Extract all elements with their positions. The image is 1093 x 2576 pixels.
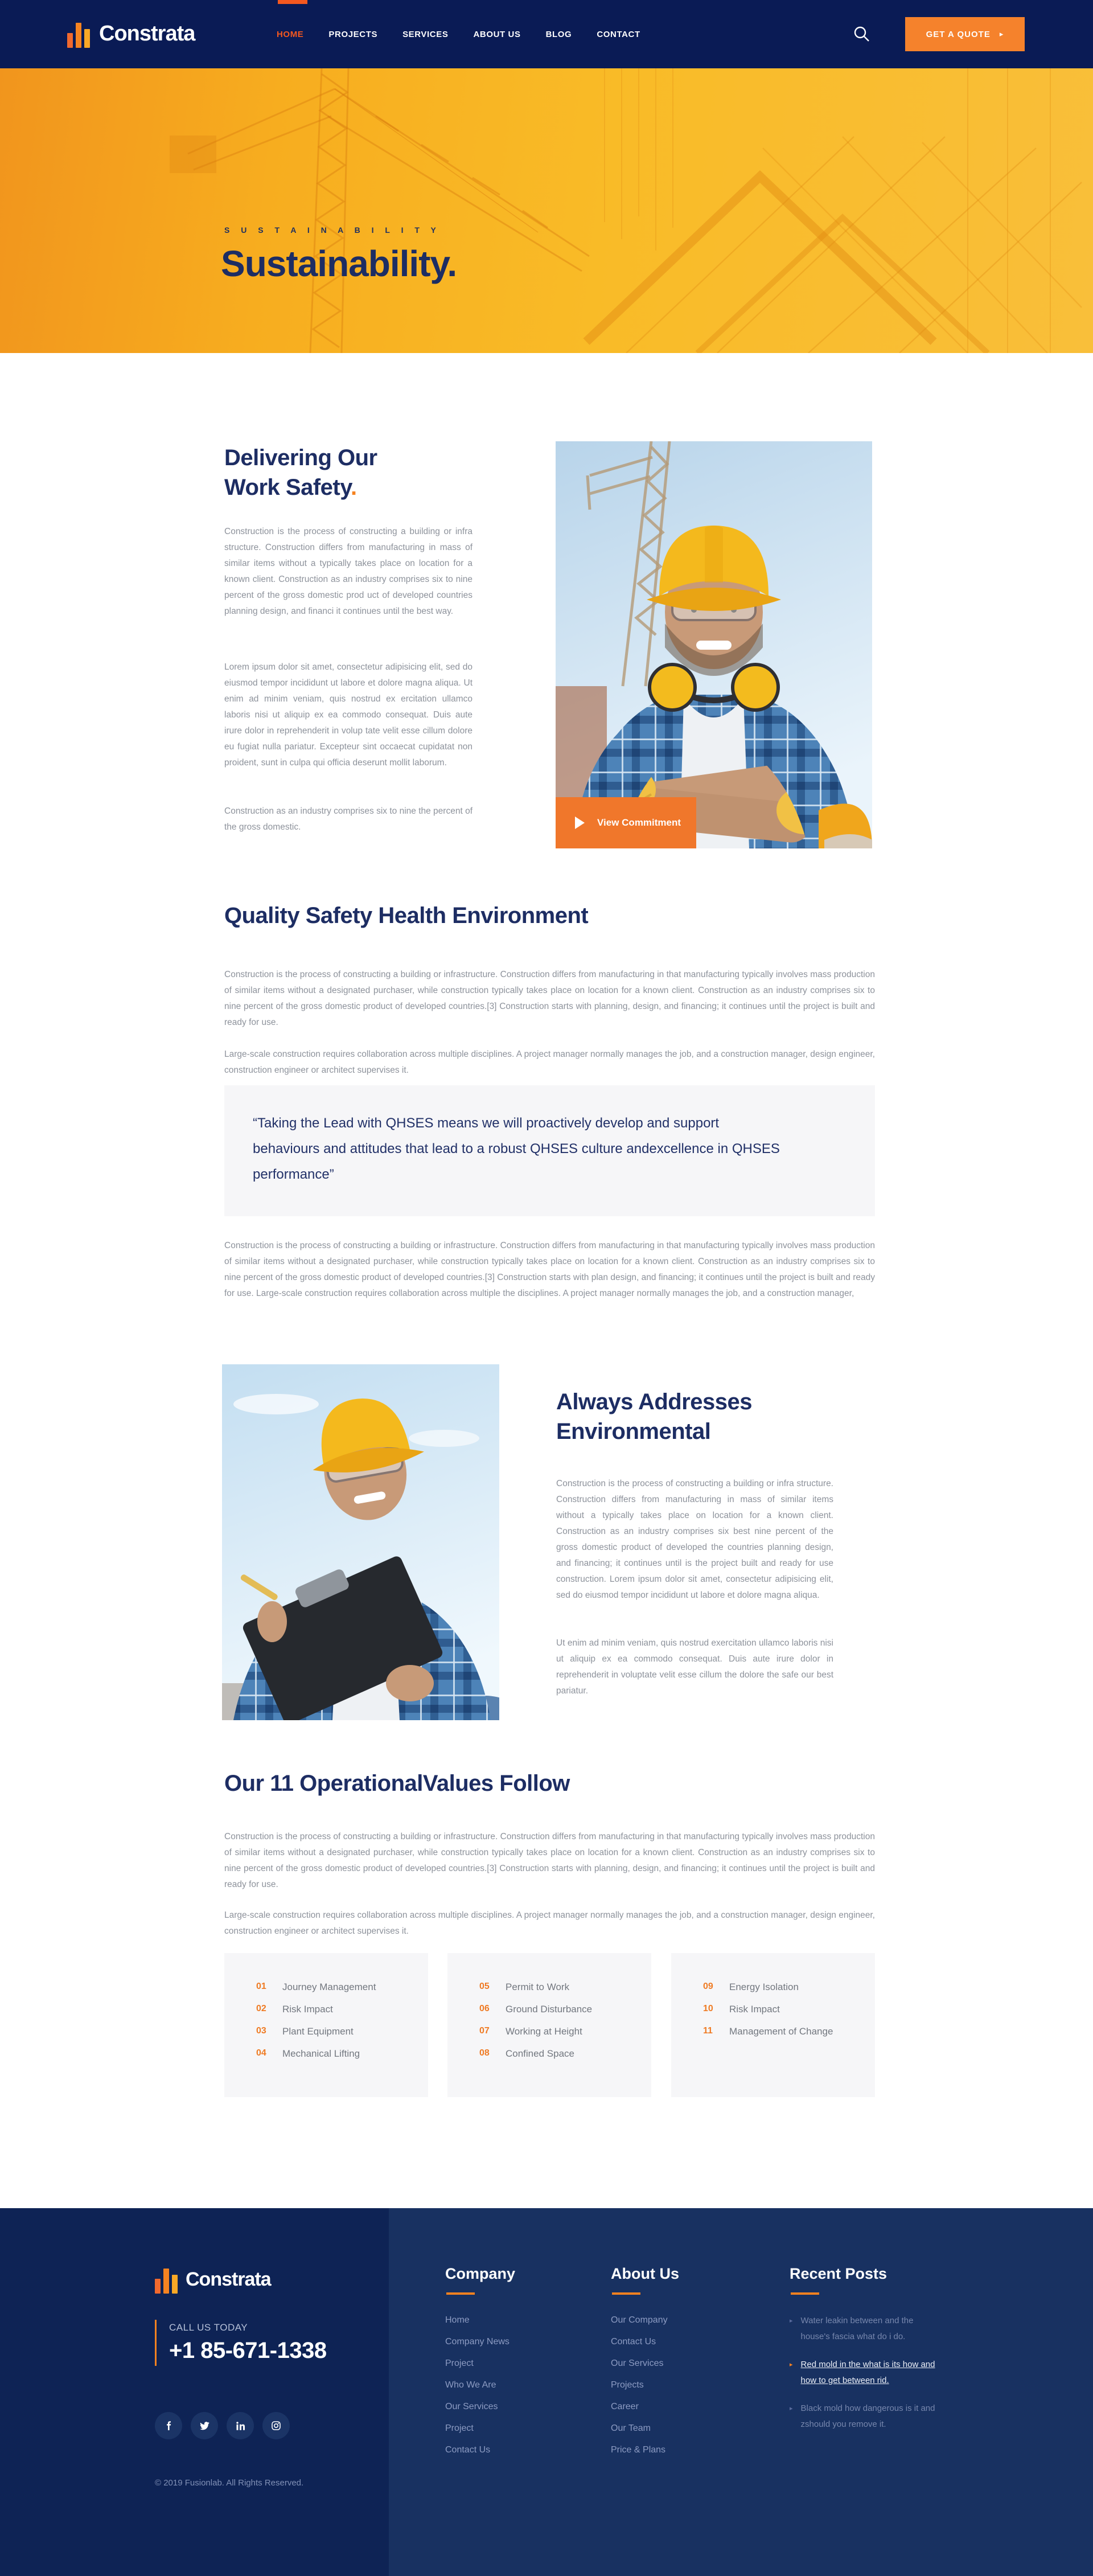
qshe-paragraph-2: Large-scale construction requires collaboration across multiple disciplines. A project manager normally manages the job, and a construction manager, design engineer, construction engineer or architect supervises it. <box>224 1049 875 1075</box>
value-item: 07 Working at Height <box>479 2026 582 2037</box>
social-links <box>155 2412 290 2439</box>
recent-post[interactable]: ▸ Black mold how dangerous is it and zshould you remove it. <box>790 2401 955 2433</box>
orange-dot: . <box>350 475 357 500</box>
get-a-quote-button[interactable] <box>905 17 1025 51</box>
value-item: 04 Mechanical Lifting <box>256 2048 360 2059</box>
value-item: 10 Risk Impact <box>703 2004 780 2015</box>
twitter-icon[interactable] <box>191 2412 218 2439</box>
orange-underline <box>791 2292 819 2295</box>
delivering-paragraph-3: Construction as an industry comprises six to nine the percent of the gross domestic. <box>224 806 472 832</box>
environmental-paragraph-1: Construction is the process of constructing a building or infra structure. Construction differs from manufacturing in mass of similar items without a typically takes place on location for a known client. Construction as an industry comprises six best nine percent of the gross domestic product of developed the countries planning design, and financing; it continues until is the project built and ready for use construction. Lorem ipsum dolor sit amet, consectetur adipisicing elit, sed do eiusmod tempor incididunt ut labore et dolore magna aliqua. <box>556 1478 833 1600</box>
delivering-paragraph-1: Construction is the process of constructing a building or infra structure. Construction differs from manufacturing in mass of similar items without a typically takes place on location for a known client. Construction as an industry comprises six to nine percent of the gross domestic prod uct of developed countries planning design, and financi it continues until the best way. <box>224 526 472 616</box>
linkedin-icon[interactable] <box>227 2412 254 2439</box>
qshe-paragraph-3: Construction is the process of constructing a building or infrastructure. Construction differs from manufacturing in that manufacturing typically involves mass production of similar items without a designated purchaser, while construction typically takes place on location for a known client. Construction as an industry comprises six to nine percent of the gross domestic product of developed countries.[3] Construction starts with plan design, and financing; it continues until the project is built and ready for use. Large-scale construction requires collaboration across multiple the disciplines. A project manager normally manages the job, and a construction manager, <box>224 1240 875 1298</box>
footer-link-our-services-2[interactable]: Our Services <box>611 2358 664 2368</box>
recent-post-highlighted[interactable]: ▸ Red mold in the what is its how and how to get between rid. <box>790 2357 955 2389</box>
value-item: 08 Confined Space <box>479 2048 574 2059</box>
play-icon <box>575 817 585 829</box>
footer-link-contact-us-2[interactable]: Contact Us <box>611 2337 656 2347</box>
constrata-logo[interactable] <box>67 19 195 48</box>
nav-item-contact[interactable]: CONTACT <box>597 29 640 39</box>
logo-text: Constrata <box>99 21 195 46</box>
footer-link-contact-us[interactable]: Contact Us <box>445 2445 491 2455</box>
delivering-paragraph-2: Lorem ipsum dolor sit amet, consectetur adipisicing elit, sed do eiusmod tempor incididunt ut labore et dolore magna aliqua. Ut enim ad minim veniam, quis nostrud ex ercitation ullamco laboris nisi ut aliquip ex ea commodo consequat. Duis aute irure dolor in reprehenderit in volup tate velit esse cillum dolore eu fugiat nulla pariatur. Excepteur sint occaecat cupidatat non proident, sunt in culpa qui officia deserunt mollit laborum. <box>224 662 472 768</box>
values-card-1 <box>224 1953 428 2097</box>
qshe-heading: Quality Safety Health Environment <box>224 903 589 928</box>
quote-button-label: GET A QUOTE <box>926 29 991 39</box>
arrow-right-icon: ▸ <box>999 30 1004 38</box>
caret-right-icon: ▸ <box>790 2361 793 2368</box>
orange-underline <box>446 2292 475 2295</box>
footer-link-our-team[interactable]: Our Team <box>611 2423 651 2433</box>
environmental-heading: Always Addresses Environmental <box>556 1389 753 1444</box>
environmental-paragraph-2: Ut enim ad minim veniam, quis nostrud exercitation ullamco laboris nisi ut aliquip ex ea commodo consequat. Duis aute irure dolor in reprehenderit in voluptate velit esse cillum the dolore the safe our best pariatur. <box>556 1638 833 1696</box>
construction-crane-illustration <box>0 68 1093 353</box>
recent-post[interactable]: ▸ Water leakin between and the house's fascia what do i do. <box>790 2313 955 2345</box>
bar-chart-logo-icon <box>67 19 90 48</box>
values-paragraph-1: Construction is the process of constructing a building or infrastructure. Construction differs from manufacturing in that manufacturing typically involves mass production of similar items without a designated purchaser, while construction typically takes place on location for a known client. Construction as an industry comprises six to nine percent of the gross domestic product of developed countries.[3] Construction starts with planning, design, and financing; it continues until the project is built and ready for use. <box>224 1831 875 1889</box>
view-commitment-label: View Commitment <box>597 817 681 828</box>
values-card-2 <box>447 1953 651 2097</box>
bar-chart-logo-icon <box>155 2265 178 2294</box>
recent-posts-list <box>790 2313 955 2444</box>
qhses-quote-block <box>224 1085 875 1216</box>
nav-item-services[interactable]: SERVICES <box>402 29 449 39</box>
nav-item-blog[interactable]: BLOG <box>545 29 572 39</box>
worker-portrait-photo <box>556 441 872 848</box>
values-card-3 <box>671 1953 875 2097</box>
footer-about-title: About Us <box>611 2265 679 2282</box>
qshe-paragraph-1: Construction is the process of constructing a building or infrastructure. Construction differs from manufacturing in that manufacturing typically involves mass production of similar items without a designated purchaser, while construction typically takes place on location for a known client. Construction as an industry comprises six to nine percent of the gross domestic product of developed countries.[3] Construction starts with planning, design, and financing; it continues until the project is built and ready for use. <box>224 969 875 1027</box>
value-item: 05 Permit to Work <box>479 1982 570 1992</box>
main-nav <box>277 0 640 68</box>
value-item: 11 Management of Change <box>703 2026 833 2037</box>
value-item: 02 Risk Impact <box>256 2004 333 2015</box>
hero-banner <box>0 68 1093 353</box>
footer-recent-title: Recent Posts <box>790 2265 887 2282</box>
footer <box>0 2208 1093 2576</box>
call-us-block <box>155 2320 327 2366</box>
caret-right-icon: ▸ <box>790 2405 793 2412</box>
facebook-icon[interactable] <box>155 2412 182 2439</box>
hero-eyebrow: S U S T A I N A B I L I T Y <box>224 225 441 235</box>
footer-link-project[interactable]: Project <box>445 2358 474 2368</box>
nav-item-about-us[interactable]: ABOUT US <box>473 29 521 39</box>
orange-underline <box>612 2292 640 2295</box>
values-paragraph-2: Large-scale construction requires collaboration across multiple disciplines. A project manager normally manages the job, and a construction manager, design engineer, construction engineer or architect supervises it. <box>224 1910 875 1936</box>
footer-link-career[interactable]: Career <box>611 2402 639 2411</box>
nav-item-home[interactable]: HOME <box>277 29 304 39</box>
footer-logo-text: Constrata <box>186 2268 271 2290</box>
caret-right-icon: ▸ <box>790 2317 793 2324</box>
footer-company-links <box>445 2315 509 2467</box>
footer-link-our-company[interactable]: Our Company <box>611 2315 668 2325</box>
qhses-quote-text: “Taking the Lead with QHSES means we will proactively develop and support behaviours and attitudes that lead to a robust QHSES culture andexcellence in QHSES performance” <box>253 1115 780 1182</box>
nav-item-projects[interactable]: PROJECTS <box>328 29 378 39</box>
values-heading: Our 11 OperationalValues Follow <box>224 1771 570 1796</box>
value-item: 06 Ground Disturbance <box>479 2004 593 2015</box>
value-item: 09 Energy Isolation <box>703 1982 799 1992</box>
view-commitment-button[interactable] <box>556 797 696 848</box>
footer-link-our-services[interactable]: Our Services <box>445 2402 498 2411</box>
search-icon[interactable] <box>853 25 871 43</box>
footer-about-links <box>611 2315 668 2467</box>
call-us-label: CALL US TODAY <box>169 2322 248 2333</box>
footer-company-title: Company <box>445 2265 516 2282</box>
footer-logo[interactable] <box>155 2265 271 2294</box>
footer-link-company-news[interactable]: Company News <box>445 2337 509 2347</box>
value-item: 03 Plant Equipment <box>256 2026 354 2037</box>
delivering-heading: Delivering Our Work Safety. <box>224 445 377 500</box>
value-item: 01 Journey Management <box>256 1982 376 1992</box>
phone-number[interactable]: +1 85-671-1338 <box>169 2338 327 2363</box>
footer-link-who-we-are[interactable]: Who We Are <box>445 2380 496 2390</box>
footer-link-price-plans[interactable]: Price & Plans <box>611 2445 666 2455</box>
footer-link-home[interactable]: Home <box>445 2315 470 2325</box>
instagram-icon[interactable] <box>262 2412 290 2439</box>
copyright-text: © 2019 Fusionlab. All Rights Reserved. <box>155 2478 304 2488</box>
page-title: Sustainability. <box>221 243 457 284</box>
top-navigation-bar <box>0 0 1093 68</box>
worker-clipboard-photo <box>222 1364 499 1720</box>
footer-link-projects[interactable]: Projects <box>611 2380 644 2390</box>
footer-link-project-2[interactable]: Project <box>445 2423 474 2433</box>
